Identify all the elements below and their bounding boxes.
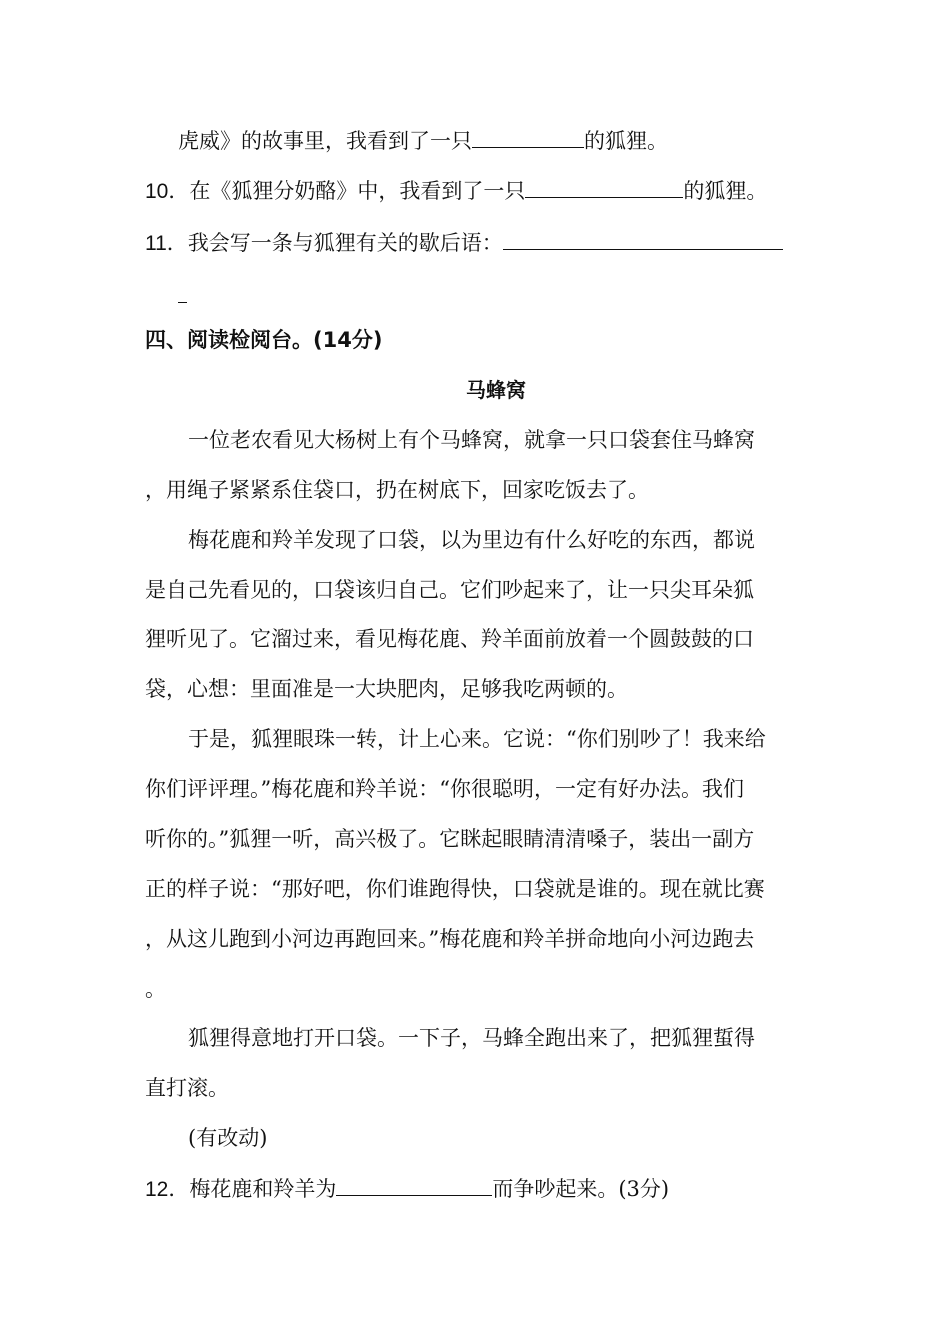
passage-line: 于是，狐狸眼珠一转，计上心来。它说：“你们别吵了！我来给 (188, 727, 766, 751)
q10-number: 10． (145, 180, 190, 203)
question-10 (145, 175, 767, 207)
passage-line: 狐狸得意地打开口袋。一下子，马蜂全跑出来了，把狐狸蜇得 (188, 1026, 755, 1050)
passage-line: ，用绳子紧紧系住袋口，扔在树底下，回家吃饭去了。 (145, 478, 649, 502)
passage-line: 袋，心想：里面准是一大块肥肉，足够我吃两顿的。 (145, 677, 628, 701)
passage-line: 你们评评理。”梅花鹿和羚羊说：“你很聪明，一定有好办法。我们 (145, 777, 744, 801)
q10-answer-blank[interactable] (525, 175, 683, 198)
q11-answer-blank-continued[interactable] (178, 302, 187, 303)
passage-line: 。 (145, 977, 166, 1001)
source-note: (有改动) (188, 1126, 268, 1150)
question-11 (145, 227, 783, 259)
q12-answer-blank[interactable] (336, 1173, 492, 1196)
q9-answer-blank[interactable] (472, 125, 584, 148)
passage-line: 梅花鹿和羚羊发现了口袋，以为里边有什么好吃的东西，都说 (188, 528, 755, 552)
q12-text-post: 而争吵起来。(3分) (492, 1177, 670, 1201)
q9-text-post: 的狐狸。 (584, 129, 668, 153)
q12-text-pre: 梅花鹿和羚羊为 (189, 1177, 337, 1201)
passage-line: 听你的。”狐狸一听，高兴极了。它眯起眼睛清清嗓子，装出一副方 (145, 827, 755, 851)
q11-text: 我会写一条与狐狸有关的歇后语： (187, 231, 503, 255)
passage-line: 是自己先看见的，口袋该归自己。它们吵起来了，让一只尖耳朵狐 (145, 578, 754, 602)
passage-title: 马蜂窝 (466, 378, 526, 402)
q10-text-post: 的狐狸。 (683, 179, 768, 203)
passage-line: ，从这儿跑到小河边再跑回来。”梅花鹿和羚羊拼命地向小河边跑去 (145, 927, 755, 951)
q12-number: 12． (145, 1178, 190, 1201)
passage-line: 一位老农看见大杨树上有个马蜂窝，就拿一只口袋套住马蜂窝 (188, 428, 755, 452)
q9-text-pre: 虎威》的故事里，我看到了一只 (178, 129, 472, 153)
q11-answer-blank[interactable] (503, 227, 783, 250)
q9-continuation (178, 125, 668, 156)
section-4-heading: 四、阅读检阅台。(14分) (145, 328, 383, 352)
q10-text-pre: 在《狐狸分奶酪》中，我看到了一只 (189, 179, 526, 203)
passage-line: 正的样子说：“那好吧，你们谁跑得快，口袋就是谁的。现在就比赛 (145, 877, 765, 901)
passage-line: 直打滚。 (145, 1076, 229, 1100)
q11-number: 11． (145, 232, 188, 255)
passage-line: 狸听见了。它溜过来，看见梅花鹿、羚羊面前放着一个圆鼓鼓的口 (145, 627, 754, 651)
question-12 (145, 1173, 669, 1205)
